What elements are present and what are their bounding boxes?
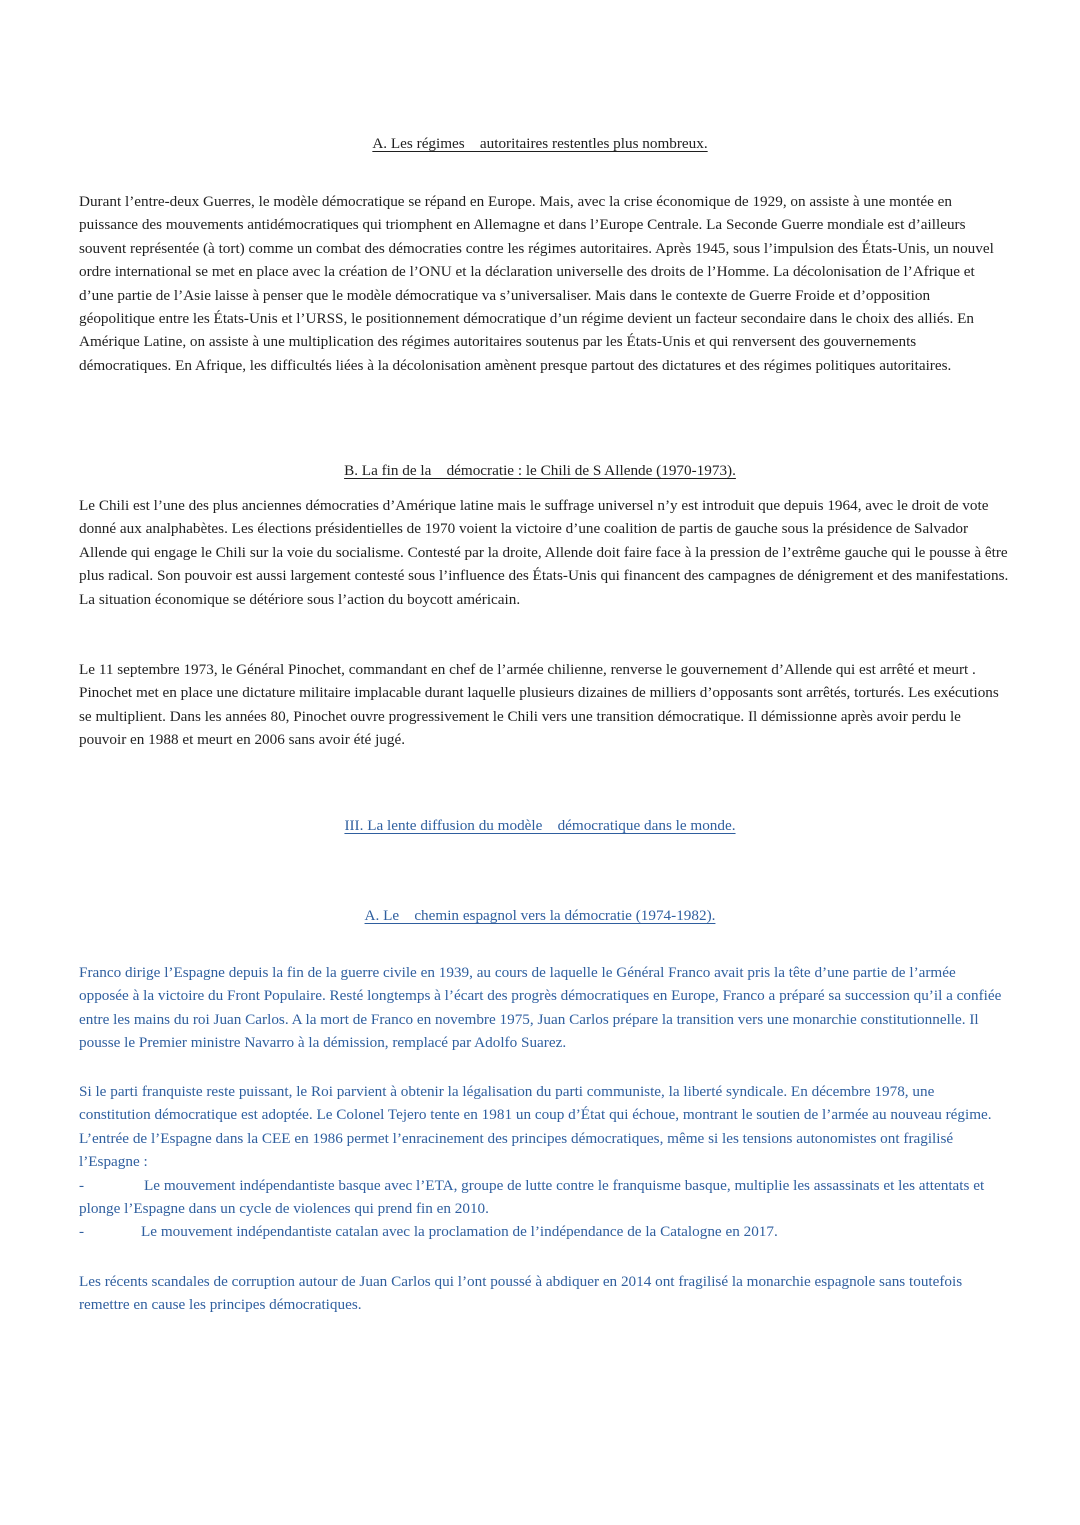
section-a2-heading: A. Le chemin espagnol vers la démocratie (1974-1982). <box>364 907 716 924</box>
section-b1-heading: B. La fin de la démocratie : le Chili de S Allende (1970-1973). <box>344 462 736 479</box>
section-a2-paragraph-3: Les récents scandales de corruption autour de Juan Carlos qui l’ont poussé à abdiquer en 2014 ont fragilisé la monarchie espagnole sans toutefois remettre en cause les principes démocratiques. <box>79 1273 963 1314</box>
bullet-text: Le mouvement indépendantiste basque avec l’ETA, groupe de lutte contre le franquisme basque, multiplie les assassinats et les attentats et plonge l’Espagne dans un cycle de violences qui prend fin en 2010. <box>79 1176 985 1218</box>
section-a2-paragraph-2-block <box>79 1080 1009 1244</box>
bullet-dash: - <box>79 1176 85 1194</box>
section-a2-paragraph-1: Franco dirige l’Espagne depuis la fin de la guerre civile en 1939, au cours de laquelle le Général Franco avait pris la tête d’une partie de l’armée opposée à la victoire du Front Populaire. Resté longtemps à l’écart des progrès démocratiques en Europe, Franco a préparé sa succession qu’il a confiée entre les mains du roi Juan Carlos. A la mort de Franco en novembre 1975, Juan Carlos prépare la transition vers une monarchie constitutionnelle. Il pousse le Premier ministre Navarro à la démission, remplacé par Adolfo Suarez. <box>79 964 1002 1052</box>
section-a2-paragraph-2: Si le parti franquiste reste puissant, le Roi parvient à obtenir la légalisation du parti communiste, la liberté syndicale. En décembre 1978, une constitution démocratique est adoptée. Le Colonel Tejero tente en 1981 un coup d’État qui échoue, montrant le soutien de l’armée au nouveau régime. L’entrée de l’Espagne dans la CEE en 1986 permet l’enracinement des principes démocratiques, même si les tensions autonomistes ont fragilisé l’Espagne : <box>79 1083 992 1171</box>
bullet-dash: - <box>79 1223 85 1241</box>
section-b1-paragraph-1: Le Chili est l’une des plus anciennes démocraties d’Amérique latine mais le suffrage universel n’y est introduit que depuis 1964, avec le droit de vote donné aux analphabètes. Les élections présidentielles de 1970 voient la victoire d’une coalition de partis de gauche sous la présidence de Salvador Allende qui engage le Chili sur la voie du socialisme. Contesté par la droite, Allende doit faire face à la pression de l’extrême gauche qui le pousse à être plus radical. Son pouvoir est aussi largement contesté sous l’influence des États-Unis qui financent des campagnes de dénigrement et des manifestations. La situation économique se détériore sous l’action du boycott américain. <box>79 497 1009 608</box>
section-a1-paragraph: Durant l’entre-deux Guerres, le modèle démocratique se répand en Europe. Mais, avec la crise économique de 1929, on assiste à une montée en puissance des mouvements antidémocratiques qui triomphent en Allemagne et dans l’Europe Centrale. La Seconde Guerre mondiale est d’ailleurs souvent représentée (à tort) comme un combat des démocraties contre les régimes autoritaires. Après 1945, sous l’impulsion des États-Unis, un nouvel ordre international se met en place avec la création de l’ONU et la déclaration universelle des droits de l’Homme. La décolonisation de l’Afrique et d’une partie de l’Asie laisse à penser que le modèle démocratique va s’universaliser. Mais dans le contexte de Guerre Froide et d’opposition géopolitique entre les États-Unis et l’URSS, le positionnement démocratique d’un régime devient un facteur secondaire dans le choix des alliés. En Amérique Latine, on assiste à une multiplication des régimes autoritaires soutenus par les États-Unis et qui renversent des gouvernements démocratiques. En Afrique, les difficultés liées à la décolonisation amènent presque partout des dictatures et des régimes politiques autoritaires. <box>79 193 994 374</box>
bullet-item-catalan <box>79 1220 1009 1243</box>
section-a1-heading: A. Les régimes autoritaires restentles plus nombreux. <box>372 135 708 152</box>
bullet-item-basque <box>79 1174 1009 1221</box>
section-b1-paragraph-2: Le 11 septembre 1973, le Général Pinochet, commandant en chef de l’armée chilienne, renverse le gouvernement d’Allende qui est arrêté et meurt . Pinochet met en place une dictature militaire implacable durant laquelle plusieurs dizaines de milliers d’opposants sont arrêtés, torturés. Les exécutions se multiplient. Dans les années 80, Pinochet ouvre progressivement le Chili vers une transition démocratique. Il démissionne après avoir perdu le pouvoir en 1988 et meurt en 2006 sans avoir été jugé. <box>79 661 999 749</box>
part-3-heading: III. La lente diffusion du modèle démocratique dans le monde. <box>344 817 736 834</box>
bullet-text: Le mouvement indépendantiste catalan avec la proclamation de l’indépendance de la Catalogne en 2017. <box>141 1223 778 1241</box>
